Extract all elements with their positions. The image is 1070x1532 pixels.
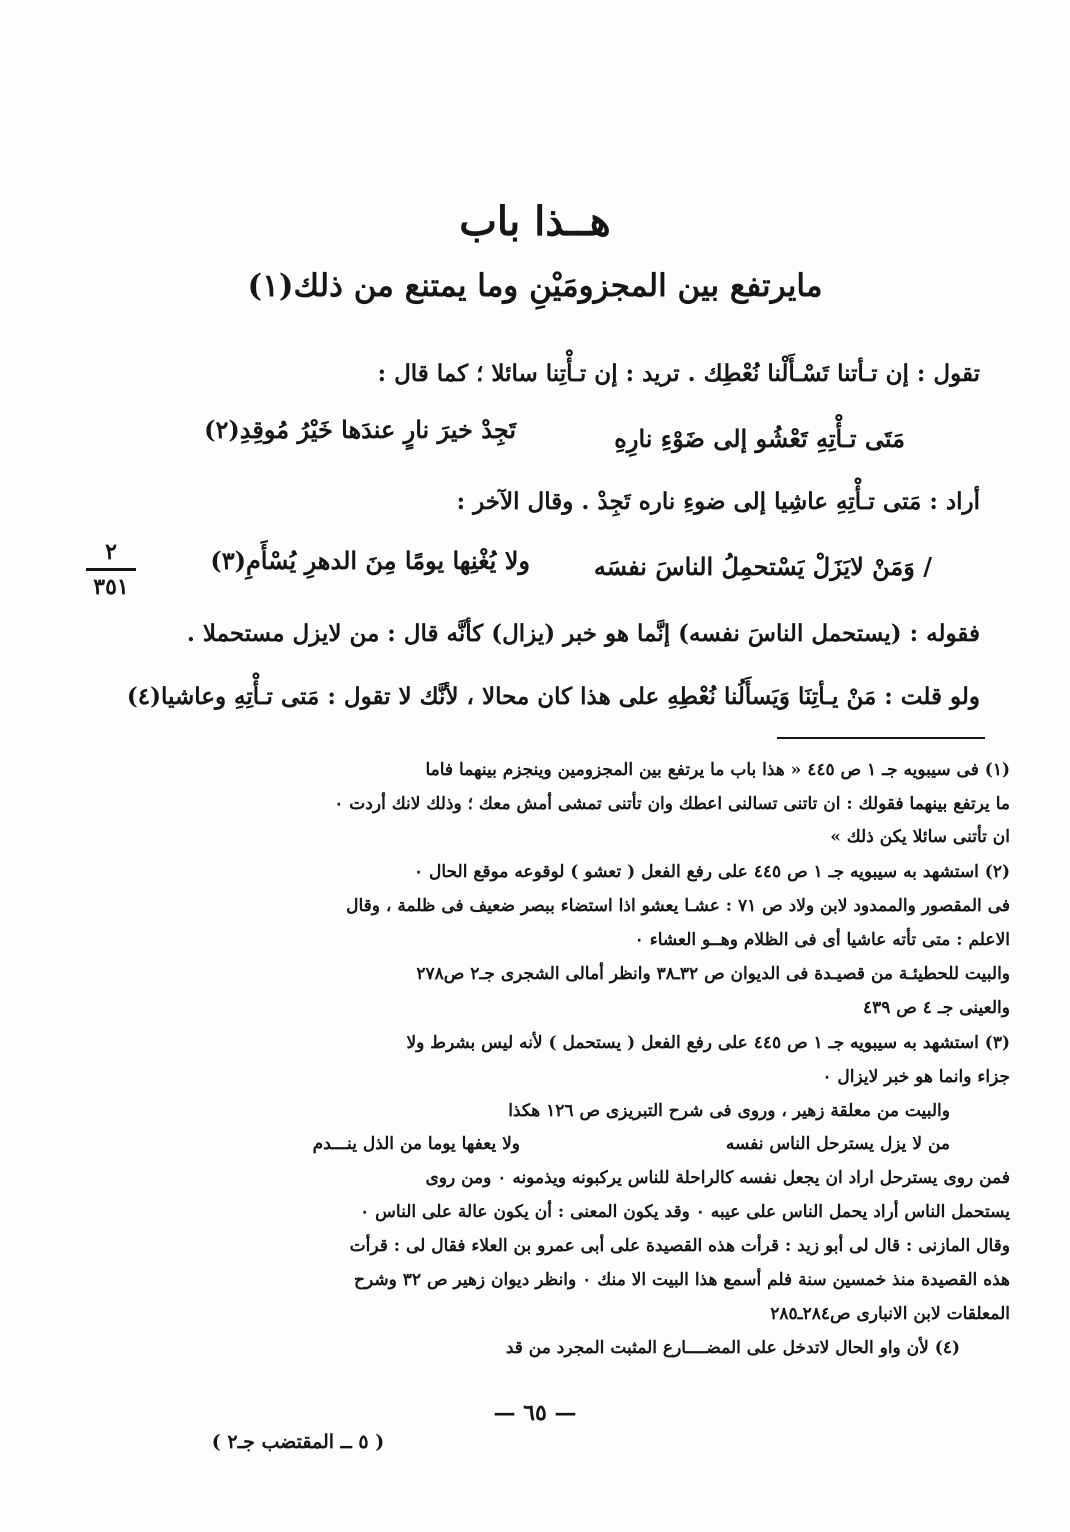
verse-2-second-hemistich: ولا يُغْنِها يومًا مِنَ الدهرِ يُسْأَمِ(٣) <box>210 546 530 575</box>
margin-page-reference <box>82 537 140 602</box>
footnote-2-line-1: (٢) استشهد به سيبويه جـ ١ ص ٤٤٥ على رفع الفعل ( تعشو ) لوقوعه موقع الحال ٠ <box>413 862 1010 882</box>
body-line-3: فقوله : (يستحمل الناسَ نفسه) إنَّما هو خبر (يزال) كأنَّه قال : من لايزل مستحملا . <box>186 620 980 647</box>
margin-ref-top: ٢ <box>105 539 117 565</box>
verse-1-first-hemistich: مَتَى تـأْتِهِ تَعْشُو إلى ضَوْءِ نارِهِ <box>614 424 905 453</box>
margin-ref-divider <box>86 568 136 571</box>
footnote-2-line-2: فى المقصور والممدود لابن ولاد ص ٧١ : عشـا يعشو اذا استضاء ببصر ضعيف فى ظلمة ، وقال <box>346 896 1010 916</box>
body-line-2: أراد : مَتى تـأْتِهِ عاشِيا إلى ضوءِ ناره تَجِدْ . وقال الآخر : <box>456 488 980 515</box>
printer-signature: ( ٥ ــ المقتضب جـ٢ ) <box>211 1431 385 1453</box>
page-number: — ٦٥ — <box>493 1400 577 1426</box>
chapter-subtitle: مايرتفع بين المجزومَيْنِ وما يمتنع من ذلك(١) <box>247 268 823 304</box>
footnote-3-line-2: جزاء وانما هو خبر لايزال ٠ <box>822 1067 1010 1087</box>
chapter-title: هــذا باب <box>459 198 611 245</box>
footnote-3-line-6: وقال المازنى : قال لى أبو زيد : قرأت هذه القصيدة على أبى عمرو بن العلاء فقال لى : قرأت <box>349 1236 1010 1256</box>
verse-2-first-hemistich: / وَمَنْ لايَزَلْ يَسْتحمِلُ الناسَ نفسَه <box>593 552 932 581</box>
body-line-1: تقول : إن تـأتنا تَسْـأَلْنا نُعْطِك . تريد : إن تـأْتِنا سائلا ؛ كما قال : <box>377 360 980 387</box>
footnote-3-line-8: المعلقات لابن الانبارى ص٢٨٤ـ٢٨٥ <box>770 1304 1010 1324</box>
footnote-divider <box>777 737 985 739</box>
footnote-1-line-3: ان تأتنى سائلا يكن ذلك » <box>830 827 1010 847</box>
footnote-2-line-4: والبيت للحطيئـة من قصيـدة فى الديوان ص ٣٢ـ٣٨ وانظر أمالى الشجرى جـ٢ ص٢٧٨ <box>416 964 1010 984</box>
footnote-3-line-5: يستحمل الناس أراد يحمل الناس على عيبه ٠ وقد يكون المعنى : أن يكون عالة على الناس ٠ <box>360 1202 1010 1222</box>
footnote-3-line-1: (٣) استشهد به سيبويه جـ ١ ص ٤٤٥ على رفع الفعل ( يستحمل ) لأنه ليس بشرط ولا <box>406 1033 1010 1053</box>
footnote-3-line-4: فمن روى يسترحل اراد ان يجعل نفسه كالراحلة للناس يركبونه ويذمونه ٠ ومن روى <box>425 1168 1010 1188</box>
margin-ref-bottom: ٣٥١ <box>93 574 129 600</box>
footnote-1-line-1: (١) فى سيبويه جـ ١ ص ٤٤٥ « هذا باب ما يرتفع بين المجزومين وينجزم بينهما فاما <box>425 760 1010 780</box>
footnote-3-verse-second: ولا يعفها يوما من الذل ينـــدم <box>312 1134 520 1154</box>
footnote-3-line-3: والبيت من معلقة زهير ، وروى فى شرح التبريزى ص ١٢٦ هكذا <box>508 1101 950 1121</box>
footnote-4-line-1: (٤) لأن واو الحال لاتدخل على المضــــارع المثبت المجرد من قد <box>505 1338 960 1358</box>
footnote-2-line-3: الاعلم : متى تأته عاشيا أى فى الظلام وهــو العشاء ٠ <box>634 930 1010 950</box>
footnote-2-line-5: والعينى جـ ٤ ص ٤٣٩ <box>862 998 1010 1018</box>
body-line-4: ولو قلت : مَنْ يـأتِنَا وَيَسأَلُنا نُعْطِهِ على هذا كان محالا ، لأنَّك لا تقول : مَتى تـأْتِهِ وعاشيا(٤) <box>126 683 980 710</box>
footnote-3-line-7: هذه القصيدة منذ خمسين سنة فلم أسمع هذا البيت الا منك ٠ وانظر ديوان زهير ص ٣٢ وشرح <box>354 1270 1010 1290</box>
footnote-3-verse-first: من لا يزل يسترحل الناس نفسه <box>725 1134 950 1154</box>
verse-1-second-hemistich: تَجِدْ خيرَ نارٍ عندَها خَيْرُ مُوقِدِ(٢) <box>204 415 516 444</box>
footnote-1-line-2: ما يرتفع بينهما فقولك : ان تاتنى تسالنى اعطك وان تأتنى تمشى أمش معك ؛ وذلك لانك أردت ٠ <box>334 794 1010 814</box>
